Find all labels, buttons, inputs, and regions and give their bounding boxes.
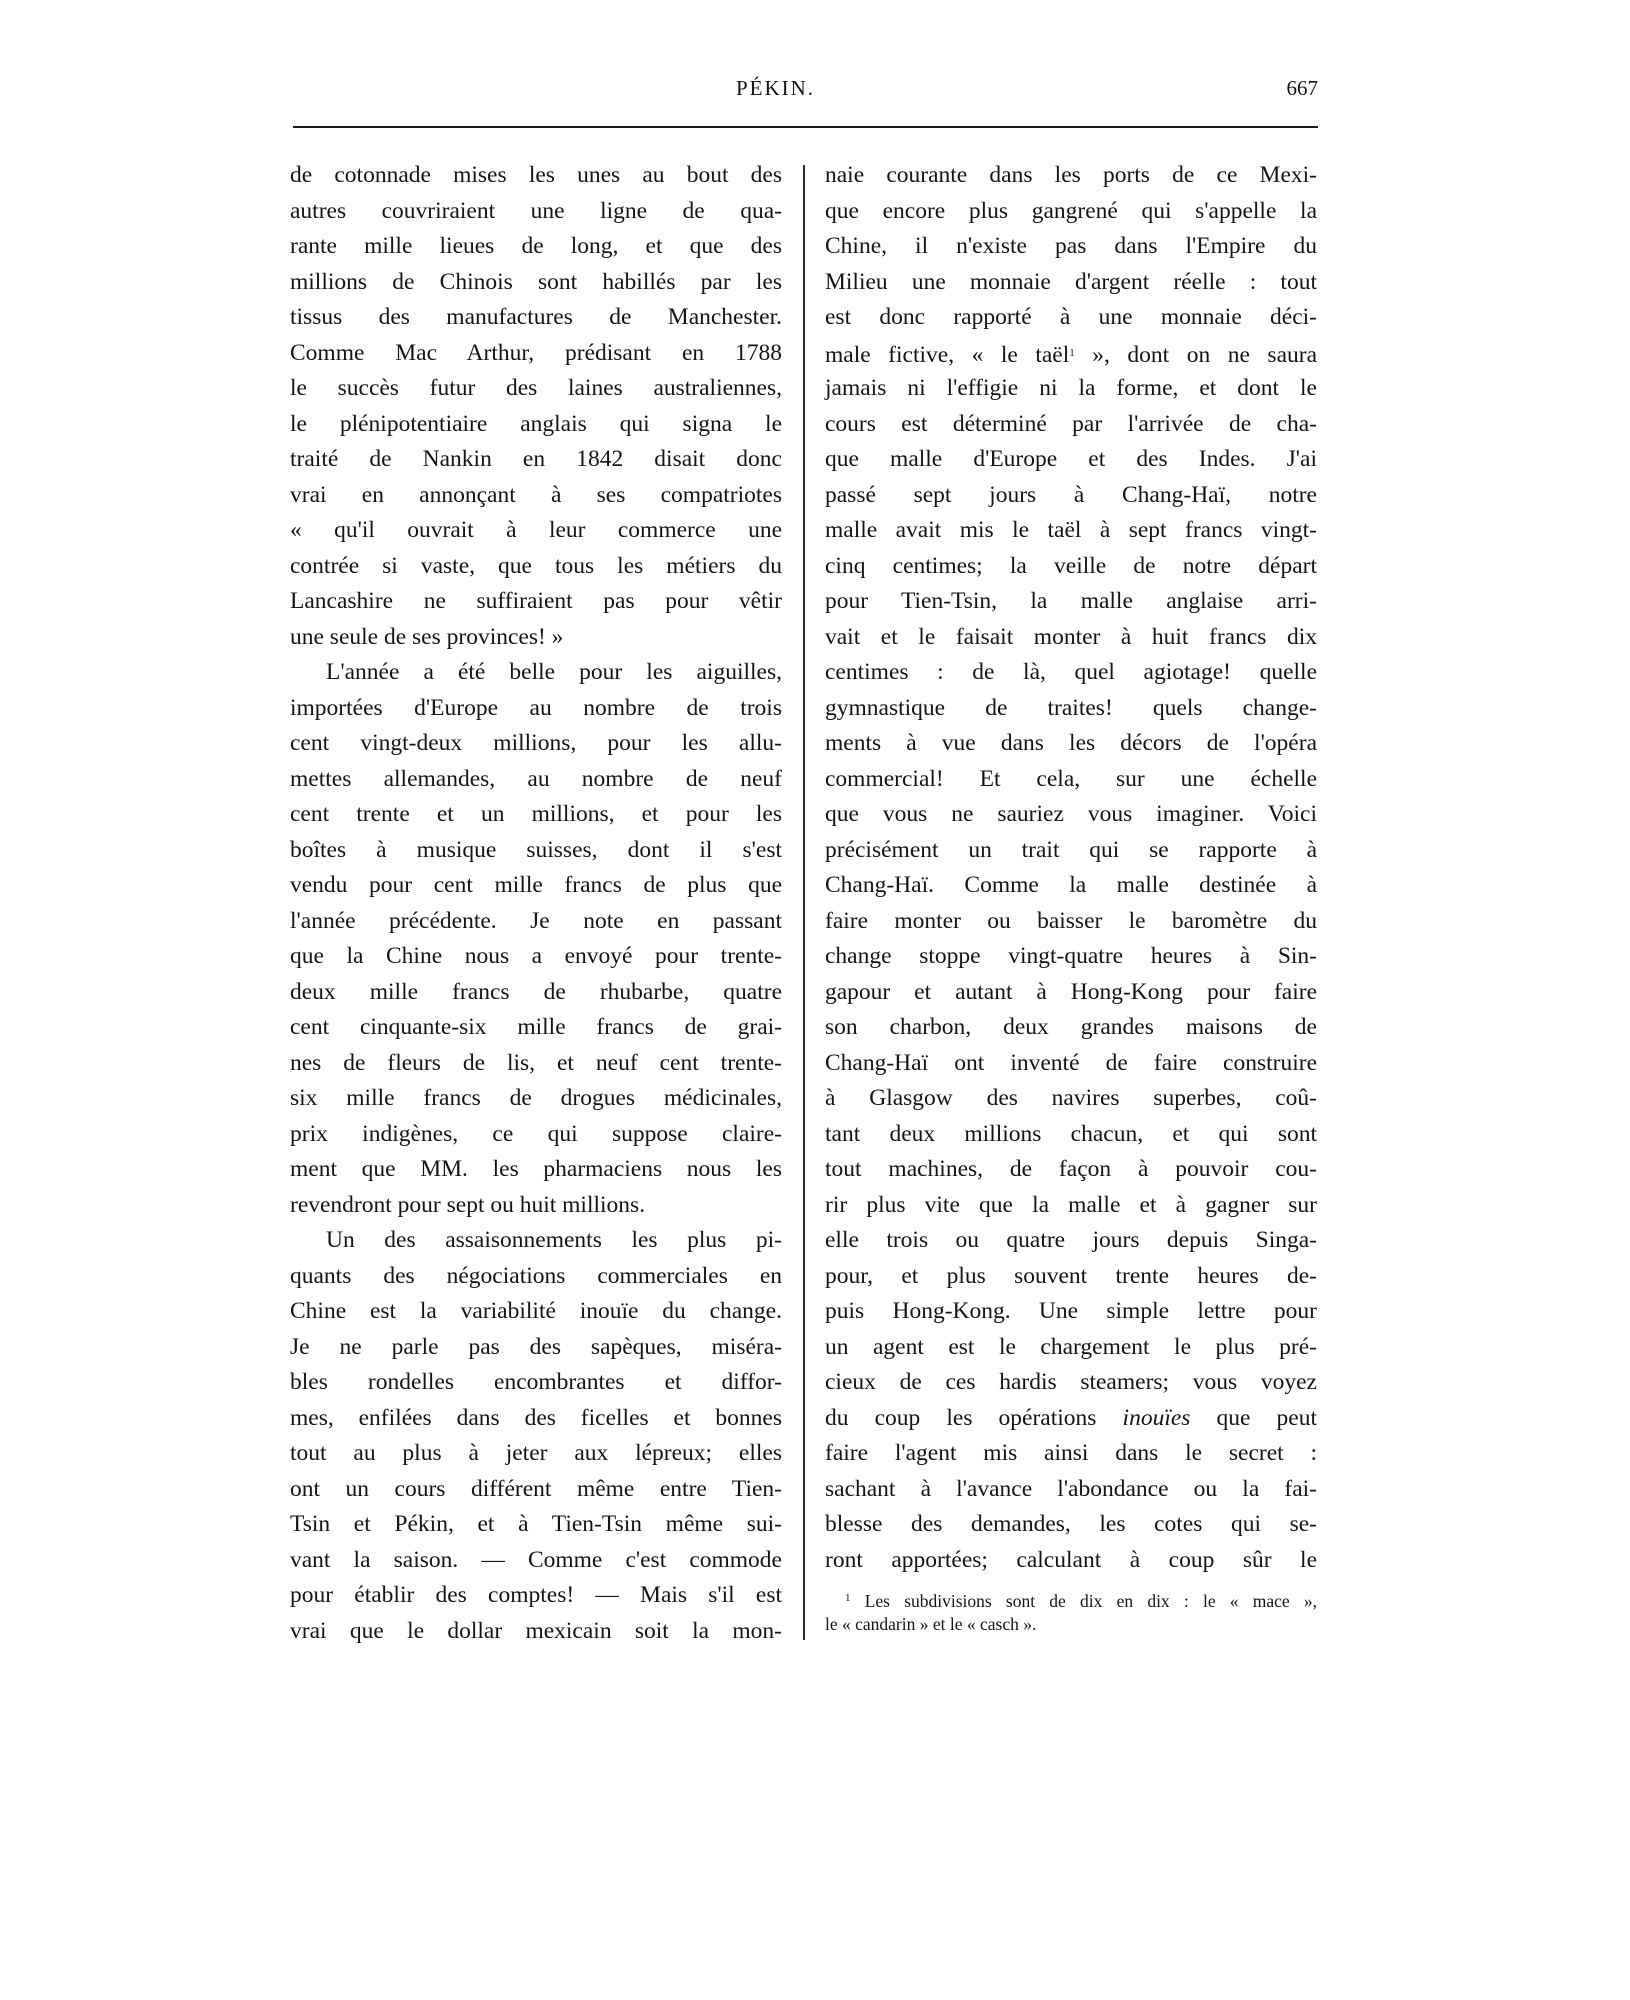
text-line: tout au plus à jeter aux lépreux; elles <box>290 1440 782 1466</box>
text-line: deux mille francs de rhubarbe, quatre <box>290 978 782 1005</box>
text-line: tissus des manufactures de Manchester. <box>290 304 782 330</box>
text-line: une seule de ses provinces! » <box>290 623 564 650</box>
running-head <box>293 70 1318 110</box>
text-line: que encore plus gangrené qui s'appelle la <box>825 197 1317 224</box>
text-line: revendront pour sept ou huit millions. <box>290 1191 646 1218</box>
page-number: 667 <box>1286 76 1318 100</box>
text-line: prix indigènes, ce qui suppose claire- <box>290 1120 782 1147</box>
text-line: vrai en annonçant à ses compatriotes <box>290 481 782 508</box>
footnote <box>825 1585 1317 1637</box>
text-fragment: male fictive, « le taël <box>825 341 1070 368</box>
text-line: le plénipotentiaire anglais qui signa le <box>290 410 782 437</box>
text-line: contrée si vaste, que tous les métiers du <box>290 552 782 579</box>
text-line: ront apportées; calculant à coup sûr le <box>825 1546 1317 1573</box>
text-line: Chang-Haï. Comme la malle destinée à <box>825 872 1317 898</box>
text-line: cours est déterminé par l'arrivée de cha- <box>825 410 1317 437</box>
footnote-line: le « candarin » et le « casch ». <box>825 1614 1037 1634</box>
text-line: six mille francs de drogues médicinales, <box>290 1085 782 1111</box>
text-line: son charbon, deux grandes maisons de <box>825 1014 1317 1040</box>
text-line: que vous ne sauriez vous imaginer. Voici <box>825 801 1317 827</box>
text-line: jamais ni l'effigie ni la forme, et dont le <box>825 375 1317 401</box>
text-line: centimes : de là, quel agiotage! quelle <box>825 659 1317 685</box>
text-line: tout machines, de façon à pouvoir cou- <box>825 1156 1317 1182</box>
text-line: boîtes à musique suisses, dont il s'est <box>290 836 782 863</box>
text-line: que malle d'Europe et des Indes. J'ai <box>825 446 1317 472</box>
text-fragment: du coup les opérations <box>825 1404 1097 1431</box>
text-fragment: », dont on ne saura <box>1074 341 1318 368</box>
footnote-line <box>825 1585 1317 1611</box>
text-line: Je ne parle pas des sapèques, miséra- <box>290 1333 782 1360</box>
text-line: ment que MM. les pharmaciens nous les <box>290 1156 782 1182</box>
column-rule <box>803 165 805 1640</box>
paragraph-start-line: L'année a été belle pour les aiguilles, <box>326 659 782 685</box>
text-line: millions de Chinois sont habillés par les <box>290 268 782 295</box>
text-line: mes, enfilées dans des ficelles et bonnes <box>290 1404 782 1431</box>
text-line: Comme Mac Arthur, prédisant en 1788 <box>290 339 782 366</box>
text-line: cent trente et un millions, et pour les <box>290 801 782 827</box>
text-fragment: que peut <box>1190 1404 1318 1431</box>
italic-word: inouïes <box>1122 1404 1191 1431</box>
text-line: nes de fleurs de lis, et neuf cent trente- <box>290 1049 782 1076</box>
text-line: quants des négociations commerciales en <box>290 1262 782 1289</box>
text-line: vendu pour cent mille francs de plus que <box>290 872 782 898</box>
left-column <box>290 158 782 1649</box>
text-line: mettes allemandes, au nombre de neuf <box>290 765 782 792</box>
text-line: change stoppe vingt-quatre heures à Sin- <box>825 943 1317 969</box>
text-line: l'année précédente. Je note en passant <box>290 907 782 934</box>
text-line: ont un cours différent même entre Tien- <box>290 1475 782 1502</box>
paragraph-start-line: Un des assaisonnements les plus pi- <box>326 1227 782 1253</box>
text-line: faire l'agent mis ainsi dans le secret : <box>825 1440 1317 1466</box>
text-line: Chine, il n'existe pas dans l'Empire du <box>825 233 1317 259</box>
right-column <box>825 158 1317 1578</box>
text-line: ments à vue dans les décors de l'opéra <box>825 730 1317 756</box>
text-line: gapour et autant à Hong-Kong pour faire <box>825 978 1317 1005</box>
text-line: cinq centimes; la veille de notre départ <box>825 552 1317 579</box>
text-line: bles rondelles encombrantes et diffor- <box>290 1369 782 1395</box>
text-line: commercial! Et cela, sur une échelle <box>825 765 1317 792</box>
text-line: Tsin et Pékin, et à Tien-Tsin même sui- <box>290 1511 782 1537</box>
text-line: Chang-Haï ont inventé de faire construire <box>825 1049 1317 1076</box>
text-line: faire monter ou baisser le baromètre du <box>825 907 1317 934</box>
text-line: Lancashire ne suffiraient pas pour vêtir <box>290 588 782 614</box>
text-line-with-footnote-ref <box>825 336 1317 372</box>
text-line: le succès futur des laines australiennes, <box>290 375 782 401</box>
text-line: « qu'il ouvrait à leur commerce une <box>290 517 782 543</box>
text-line: est donc rapporté à une monnaie déci- <box>825 304 1317 330</box>
text-line: sachant à l'avance l'abondance ou la fai- <box>825 1475 1317 1502</box>
text-line: pour Tien-Tsin, la malle anglaise arri- <box>825 588 1317 614</box>
text-line: vant la saison. — Comme c'est commode <box>290 1546 782 1573</box>
text-line: cieux de ces hardis steamers; vous voyez <box>825 1369 1317 1395</box>
text-line: importées d'Europe au nombre de trois <box>290 694 782 721</box>
text-line: autres couvriraient une ligne de qua- <box>290 197 782 224</box>
header-rule <box>293 126 1318 128</box>
footnote-marker: 1 <box>845 1592 851 1604</box>
text-line: à Glasgow des navires superbes, coû- <box>825 1085 1317 1111</box>
text-line: cent cinquante-six mille francs de grai- <box>290 1014 782 1040</box>
text-line: précisément un trait qui se rapporte à <box>825 836 1317 863</box>
footnote-text: Les subdivisions sont de dix en dix : le « mace », <box>864 1591 1318 1611</box>
text-line: vrai que le dollar mexicain soit la mon- <box>290 1617 782 1644</box>
text-line: pour établir des comptes! — Mais s'il est <box>290 1582 782 1608</box>
text-line: naie courante dans les ports de ce Mexi- <box>825 162 1317 188</box>
text-line: pour, et plus souvent trente heures de- <box>825 1262 1317 1289</box>
text-line: gymnastique de traites! quels change- <box>825 694 1317 721</box>
text-line: puis Hong-Kong. Une simple lettre pour <box>825 1298 1317 1324</box>
text-line: cent vingt-deux millions, pour les allu- <box>290 730 782 756</box>
text-line: que la Chine nous a envoyé pour trente- <box>290 943 782 969</box>
text-line: tant deux millions chacun, et qui sont <box>825 1120 1317 1147</box>
text-line: vait et le faisait monter à huit francs dix <box>825 623 1317 650</box>
text-line: de cotonnade mises les unes au bout des <box>290 162 782 188</box>
text-line: traité de Nankin en 1842 disait donc <box>290 446 782 472</box>
text-line: Milieu une monnaie d'argent réelle : tout <box>825 268 1317 295</box>
footnote-reference[interactable]: 1 <box>1069 346 1075 359</box>
text-line: elle trois ou quatre jours depuis Singa- <box>825 1227 1317 1253</box>
text-line: rir plus vite que la malle et à gagner sur <box>825 1191 1317 1218</box>
text-line: passé sept jours à Chang-Haï, notre <box>825 481 1317 508</box>
running-head-title: PÉKIN. <box>735 76 816 100</box>
text-line: malle avait mis le taël à sept francs vingt- <box>825 517 1317 543</box>
text-line: un agent est le chargement le plus pré- <box>825 1333 1317 1360</box>
text-line: blesse des demandes, les cotes qui se- <box>825 1511 1317 1537</box>
text-line: Chine est la variabilité inouïe du change. <box>290 1298 782 1324</box>
text-line: rante mille lieues de long, et que des <box>290 233 782 259</box>
text-line-with-italic <box>825 1401 1317 1437</box>
